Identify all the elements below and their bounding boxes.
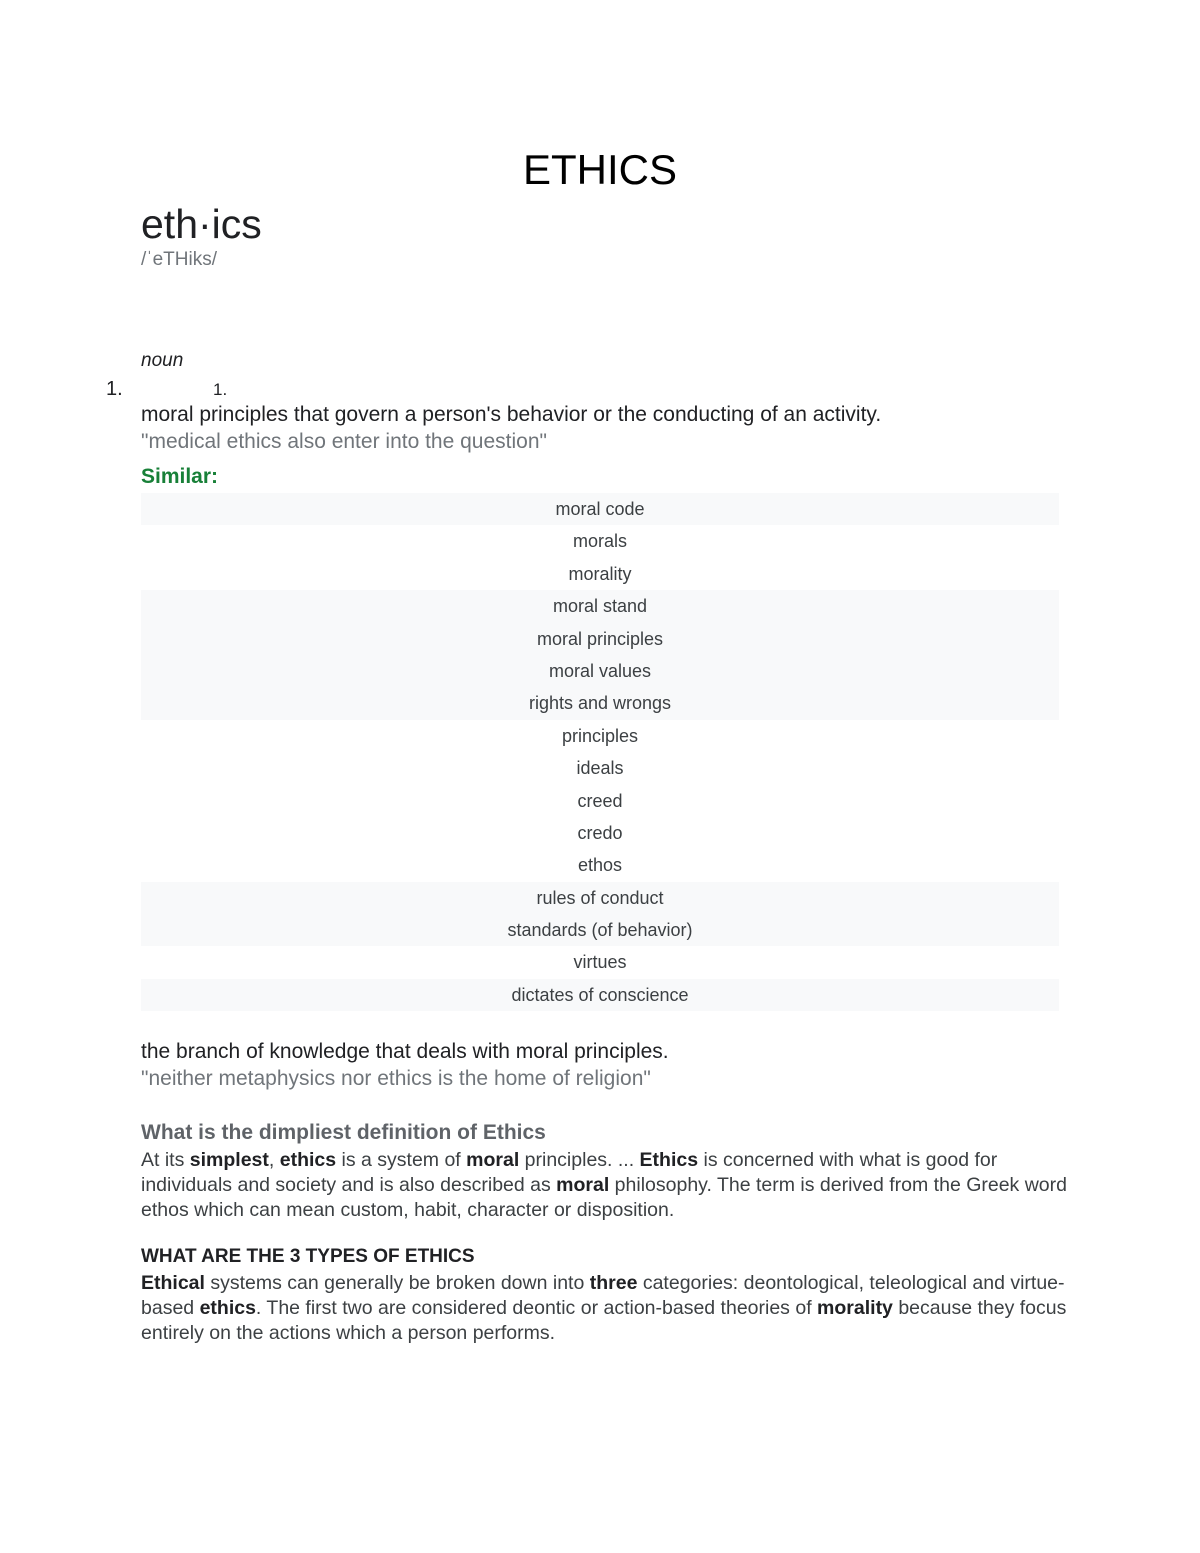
bold-run: Ethics <box>639 1149 699 1171</box>
text-run: because they focus entirely on the actions which a person performs. <box>141 1297 1067 1344</box>
synonym-list <box>141 493 1059 1011</box>
types-paragraph <box>141 1271 1071 1346</box>
synonym-item[interactable]: ethos <box>577 855 623 876</box>
synonym-item[interactable]: rules of conduct <box>141 882 1059 914</box>
synonym-item[interactable]: rights and wrongs <box>141 687 1059 719</box>
bold-run: ethics <box>199 1297 256 1319</box>
synonym-item[interactable]: moral principles <box>141 623 1059 655</box>
list-number-outer: 1. <box>106 378 123 400</box>
text-run: systems can generally be broken down into <box>204 1272 590 1294</box>
synonym-item[interactable]: virtues <box>573 952 627 973</box>
text-run: . The first two are considered deontic or action-based theories of <box>255 1297 818 1319</box>
phonetic-spelling: /ˈeTHiks/ <box>141 249 217 270</box>
bold-run: Ethical <box>141 1272 205 1294</box>
bold-run: morality <box>817 1297 893 1319</box>
synonym-item[interactable]: morals <box>572 531 627 552</box>
bold-run: moral <box>466 1149 520 1171</box>
bold-run: three <box>589 1272 638 1294</box>
section-heading-types: WHAT ARE THE 3 TYPES OF ETHICS <box>141 1246 475 1267</box>
synonym-item[interactable]: standards (of behavior) <box>141 914 1059 946</box>
text-run: categories: deontological, teleological and virtue-based <box>141 1272 1065 1319</box>
definition-2: the branch of knowledge that deals with moral principles. <box>141 1040 669 1063</box>
definition-paragraph <box>141 1148 1071 1223</box>
synonym-item[interactable]: dictates of conscience <box>141 979 1059 1011</box>
headword: eth·ics <box>141 201 262 247</box>
synonym-item[interactable]: creed <box>577 790 623 811</box>
similar-label: Similar: <box>141 465 219 488</box>
part-of-speech: noun <box>141 350 184 371</box>
page-title: ETHICS <box>522 146 677 193</box>
bold-run: simplest <box>189 1149 269 1171</box>
list-number-inner: 1. <box>213 380 228 399</box>
definition-1: moral principles that govern a person's behavior or the conducting of an activity. <box>141 403 882 426</box>
synonym-item[interactable]: ideals <box>576 758 624 779</box>
synonym-item[interactable]: moral values <box>141 655 1059 687</box>
text-run: principles. ... <box>519 1149 640 1171</box>
example-1: "medical ethics also enter into the question" <box>141 430 547 453</box>
section-heading-definition: What is the dimpliest definition of Ethics <box>141 1121 546 1144</box>
text-run: philosophy. The term is derived from the Greek word ethos which can mean custom, habit, character or disposition. <box>141 1174 1067 1221</box>
bold-run: ethics <box>279 1149 337 1171</box>
text-run: is a system of <box>336 1149 467 1171</box>
synonym-item[interactable]: moral code <box>141 493 1059 525</box>
bold-run: moral <box>556 1174 610 1196</box>
text-run: is concerned with what is good for individuals and society and is also described as <box>141 1149 998 1196</box>
synonym-item[interactable]: credo <box>577 822 623 843</box>
synonym-item[interactable]: moral stand <box>141 590 1059 622</box>
synonym-item[interactable]: principles <box>561 725 639 746</box>
example-2: "neither metaphysics nor ethics is the home of religion" <box>141 1067 651 1090</box>
text-run: , <box>268 1149 280 1171</box>
synonym-item[interactable]: morality <box>568 563 632 584</box>
text-run: At its <box>141 1149 190 1171</box>
